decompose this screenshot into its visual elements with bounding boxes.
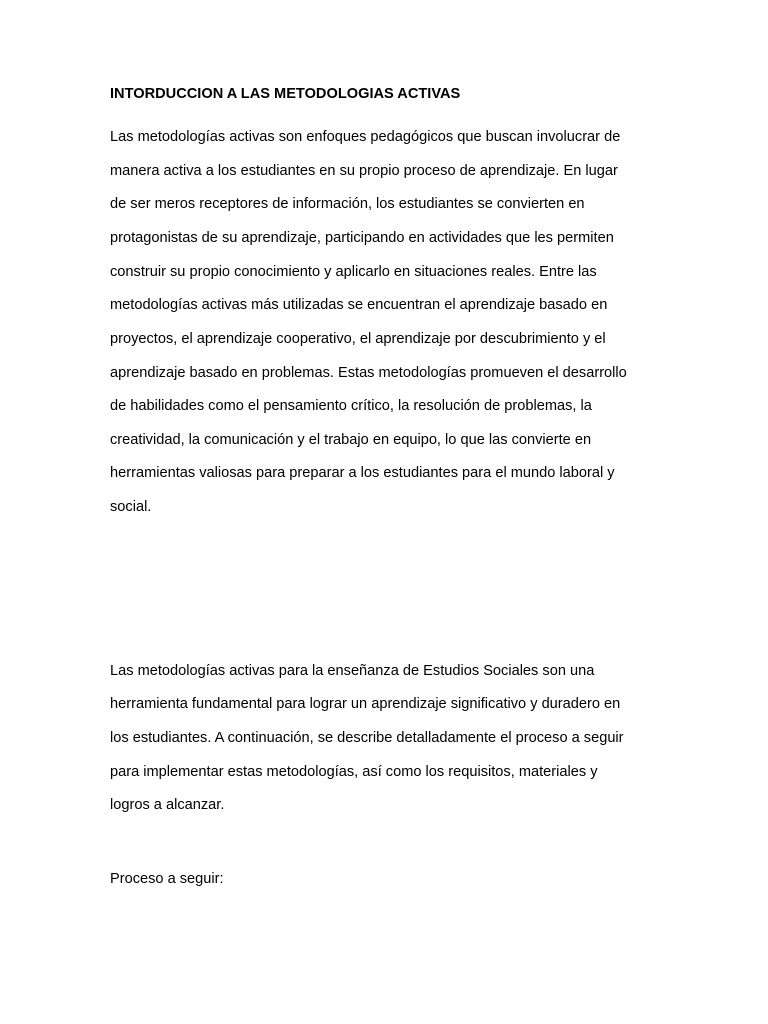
paragraph-1-line: construir su propio conocimiento y aplicarlo en situaciones reales. Entre las [110,264,597,280]
paragraph-1-line: creatividad, la comunicación y el trabajo en equipo, lo que las convierte en [110,432,592,448]
paragraph-1-line: metodologías activas más utilizadas se encuentran el aprendizaje basado en [110,297,608,313]
paragraph-2-line: para implementar estas metodologías, así como los requisitos, materiales y [110,764,598,780]
paragraph-1-line: proyectos, el aprendizaje cooperativo, el aprendizaje por descubrimiento y el [110,331,606,347]
paragraph-1-line: de habilidades como el pensamiento crítico, la resolución de problemas, la [110,398,592,414]
paragraph-1-line: manera activa a los estudiantes en su propio proceso de aprendizaje. En lugar [110,163,618,179]
paragraph-1-line: protagonistas de su aprendizaje, participando en actividades que les permiten [110,230,614,246]
document-title: INTORDUCCION A LAS METODOLOGIAS ACTIVAS [110,86,461,102]
paragraph-1-line: aprendizaje basado en problemas. Estas metodologías promueven el desarrollo [110,365,627,381]
section-heading-proceso: Proceso a seguir: [110,871,224,887]
paragraph-1-line: Las metodologías activas son enfoques pedagógicos que buscan involucrar de [110,129,621,145]
paragraph-1-line: social. [110,499,152,515]
paragraph-1-line: de ser meros receptores de información, los estudiantes se convierten en [110,196,585,212]
paragraph-2-line: logros a alcanzar. [110,797,225,813]
paragraph-2-line: Las metodologías activas para la enseñanza de Estudios Sociales son una [110,663,595,679]
paragraph-2-line: los estudiantes. A continuación, se describe detalladamente el proceso a seguir [110,730,624,746]
paragraph-1-line: herramientas valiosas para preparar a los estudiantes para el mundo laboral y [110,465,615,481]
paragraph-2-line: herramienta fundamental para lograr un aprendizaje significativo y duradero en [110,696,621,712]
